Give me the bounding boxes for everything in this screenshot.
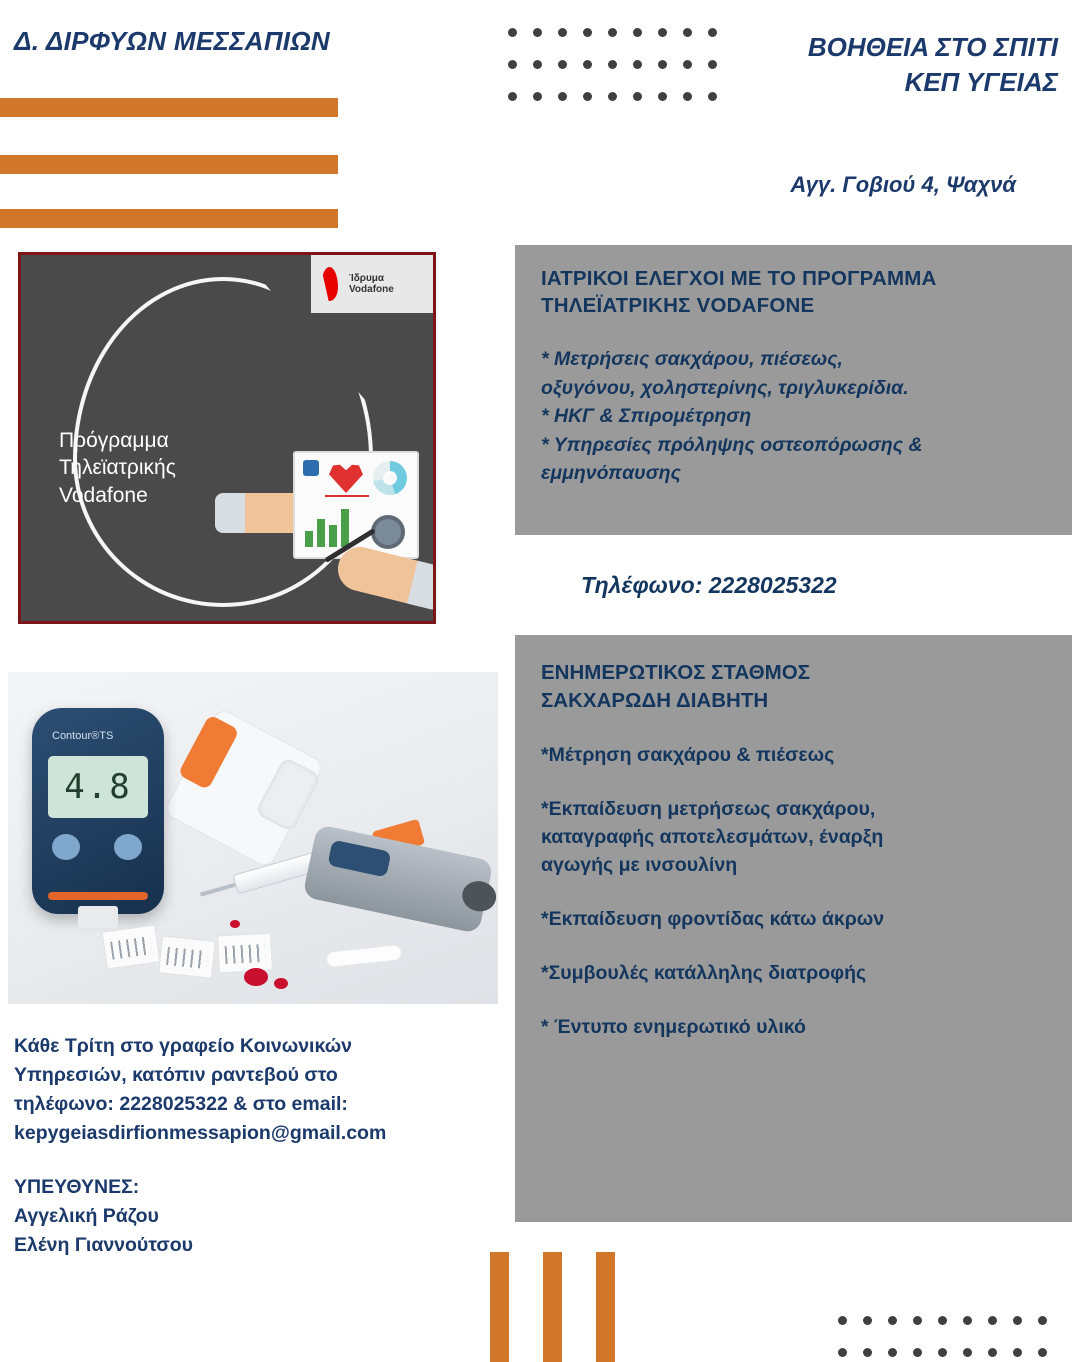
bottle-mouth: [255, 756, 322, 832]
panel-b-item-2: [541, 795, 1050, 879]
orange-vertical-bar-3: [596, 1252, 615, 1362]
schedule-line3: τηλέφωνο: 2228025322 & στο email:: [14, 1092, 348, 1115]
test-strip-lines: [110, 936, 152, 959]
vodafone-quote-icon: [317, 265, 343, 303]
meter-button-right: [114, 834, 142, 860]
test-strip-lines: [166, 947, 208, 969]
decorative-dot: [608, 92, 617, 101]
syringe-needle: [200, 882, 240, 897]
bar-chart-icon: [305, 505, 349, 547]
decorative-dot: [658, 60, 667, 69]
decorative-dot: [888, 1348, 897, 1357]
hand-illustration-right: [333, 542, 436, 611]
patient-avatar-icon: [303, 460, 319, 476]
stethoscope-icon: [371, 515, 405, 549]
schedule-line1: Κάθε Τρίτη στο γραφείο Κοινωνικών: [14, 1035, 353, 1057]
decorative-dot: [988, 1316, 997, 1325]
panel-b-item-1: *Μέτρηση σακχάρου & πιέσεως: [541, 743, 835, 766]
decorative-dot: [533, 60, 542, 69]
decorative-dot: [533, 92, 542, 101]
decorative-dot: [608, 60, 617, 69]
glucose-meter: [32, 708, 164, 914]
panel-b-title: [541, 659, 1050, 715]
decorative-dot: [633, 28, 642, 37]
decorative-dot: [583, 28, 592, 37]
vodafone-caption-line3: Vodafone: [59, 483, 148, 507]
municipality-title: Δ. ΔΙΡΦΥΩΝ ΜΕΣΣΑΠΙΩΝ: [14, 26, 331, 56]
decorative-dot: [558, 92, 567, 101]
panel-b-item-3: *Εκπαίδευση φροντίδας κάτω άκρων: [541, 908, 885, 931]
decorative-dot: [608, 28, 617, 37]
blood-drop: [274, 978, 288, 989]
decorative-dot: [1013, 1348, 1022, 1357]
vodafone-foundation-logo: [311, 255, 433, 313]
decorative-dot: [888, 1316, 897, 1325]
left-info-text: [14, 1032, 524, 1260]
panel-b-title-line1: ΕΝΗΜΕΡΩΤΙΚΟΣ ΣΤΑΘΜΟΣ: [541, 661, 810, 684]
decorative-dot: [838, 1348, 847, 1357]
vodafone-telemedicine-image: [18, 252, 436, 624]
orange-bar-1: [0, 98, 338, 117]
phone-number-label[interactable]: Τηλέφωνο: 2228025322: [581, 571, 837, 598]
alcohol-swab: [325, 944, 402, 968]
decorative-dot: [1038, 1348, 1047, 1357]
lancing-device: [302, 824, 493, 934]
panel-medical-checks: [515, 245, 1072, 535]
test-strip: [158, 935, 216, 978]
vodafone-caption-line2: Τηλεϊατρικής: [59, 456, 176, 480]
decorative-dot: [658, 92, 667, 101]
panel-a-item-1-line2: οξυγόνου, χοληστερίνης, τριγλυκερίδια.: [541, 376, 909, 399]
decorative-dot: [533, 28, 542, 37]
decorative-dot: [658, 28, 667, 37]
panel-b-item-5: * Έντυπο ενημερωτικό υλικό: [541, 1016, 806, 1039]
service-title-line1: ΒΟΗΘΕΙΑ ΣΤΟ ΣΠΙΤΙ: [807, 32, 1058, 62]
panel-a-item-3-line1: * Υπηρεσίες πρόληψης οστεοπόρωσης &: [541, 433, 923, 456]
panel-a-title-line2: ΤΗΛΕΪΑΤΡΙΚΗΣ VODAFONE: [541, 294, 815, 318]
panel-b-title-line2: ΣΑΚΧΑΡΩΔΗ ΔΙΑΒΗΤΗ: [541, 688, 769, 712]
meter-orange-accent: [48, 892, 148, 900]
orange-bar-2: [0, 155, 338, 174]
decorative-dot: [913, 1316, 922, 1325]
responsible-label: ΥΠΕΥΘΥΝΕΣ:: [14, 1176, 140, 1199]
address-text: Αγγ. Γοβιού 4, Ψαχνά: [790, 172, 1016, 197]
sleeve-cuff-right: [407, 561, 436, 612]
panel-a-item-3-line2: εμμηνόπαυσης: [541, 461, 681, 484]
panel-a-title: [541, 265, 1050, 319]
glucose-equipment-photo: [8, 672, 498, 1004]
vodafone-logo-text: [349, 273, 394, 296]
panel-a-item-1-line1: * Μετρήσεις σακχάρου, πιέσεως,: [541, 348, 843, 371]
responsible-person-2: Ελένη Γιαννούτσου: [14, 1234, 194, 1257]
panel-b-item-2-line2: καταγραφής αποτελεσμάτων, έναρξη: [541, 825, 884, 848]
panel-a-item-2: * ΗΚΓ & Σπιρομέτρηση: [541, 405, 752, 428]
test-strip: [102, 924, 161, 969]
decorative-dot: [988, 1348, 997, 1357]
vodafone-caption-line1: Πρόγραμμα: [59, 429, 169, 452]
decorative-dot: [583, 60, 592, 69]
panel-diabetes-station: [515, 635, 1072, 1222]
test-strip-lines: [225, 944, 266, 964]
test-strip: [217, 933, 273, 974]
pie-chart-icon: [373, 461, 407, 495]
phone-strip: [515, 535, 1020, 635]
vodafone-logo-line1: Ίδρυμα: [349, 272, 385, 284]
dot-grid-decoration-bottom: [838, 1316, 1054, 1358]
decorative-dot: [508, 28, 517, 37]
glucose-meter-reading: 4.8: [48, 756, 148, 818]
service-title-line2: ΚΕΠ ΥΓΕΙΑΣ: [904, 67, 1058, 98]
decorative-dot: [558, 28, 567, 37]
meter-button-left: [52, 834, 80, 860]
decorative-dot: [838, 1316, 847, 1325]
panel-b-item-4: *Συμβουλές κατάλληλης διατροφής: [541, 962, 867, 985]
decorative-dot: [1013, 1316, 1022, 1325]
decorative-dot: [508, 92, 517, 101]
vodafone-caption: [59, 427, 176, 509]
glucose-meter-brand: Contour®TS: [52, 730, 114, 742]
ecg-line-icon: [325, 495, 369, 497]
orange-vertical-bar-2: [543, 1252, 562, 1362]
schedule-line2: Υπηρεσιών, κατόπιν ραντεβού στο: [14, 1063, 338, 1086]
lancet-accent: [327, 840, 391, 878]
responsible-persons: [14, 1173, 524, 1260]
panel-b-item-2-line1: *Εκπαίδευση μετρήσεως σακχάρου,: [541, 797, 876, 820]
bottle-cap: [178, 714, 240, 790]
decorative-dot: [633, 60, 642, 69]
panel-a-title-line1: ΙΑΤΡΙΚΟΙ ΕΛΕΓΧΟΙ ΜΕ ΤΟ ΠΡΟΓΡΑΜΜΑ: [541, 267, 937, 290]
decorative-dot: [1038, 1316, 1047, 1325]
contact-email[interactable]: kepygeiasdirfionmessapion@gmail.com: [14, 1121, 387, 1144]
decorative-dot: [963, 1316, 972, 1325]
decorative-dot: [938, 1316, 947, 1325]
orange-bar-3: [0, 209, 338, 228]
insulin-bottle: [163, 707, 325, 869]
panel-b-item-2-line3: αγωγής με ινσουλίνη: [541, 853, 738, 876]
decorative-dot: [508, 60, 517, 69]
sleeve-cuff-left: [215, 493, 245, 533]
vodafone-logo-line2: Vodafone: [349, 284, 394, 295]
decorative-dot: [938, 1348, 947, 1357]
service-title: [678, 30, 1058, 100]
orange-vertical-bar-1: [490, 1252, 509, 1362]
blood-drop: [244, 968, 268, 986]
decorative-dot: [633, 92, 642, 101]
decorative-dot: [583, 92, 592, 101]
meter-strip-slot: [78, 906, 118, 928]
decorative-dot: [863, 1316, 872, 1325]
blood-drop: [230, 920, 240, 928]
decorative-dot: [558, 60, 567, 69]
decorative-dot: [913, 1348, 922, 1357]
heart-icon: [329, 463, 363, 493]
decorative-dot: [963, 1348, 972, 1357]
responsible-person-1: Αγγελική Ράζου: [14, 1205, 159, 1228]
lancet-tip: [459, 878, 498, 914]
decorative-dot: [863, 1348, 872, 1357]
panel-a-service-list: [541, 345, 1050, 487]
